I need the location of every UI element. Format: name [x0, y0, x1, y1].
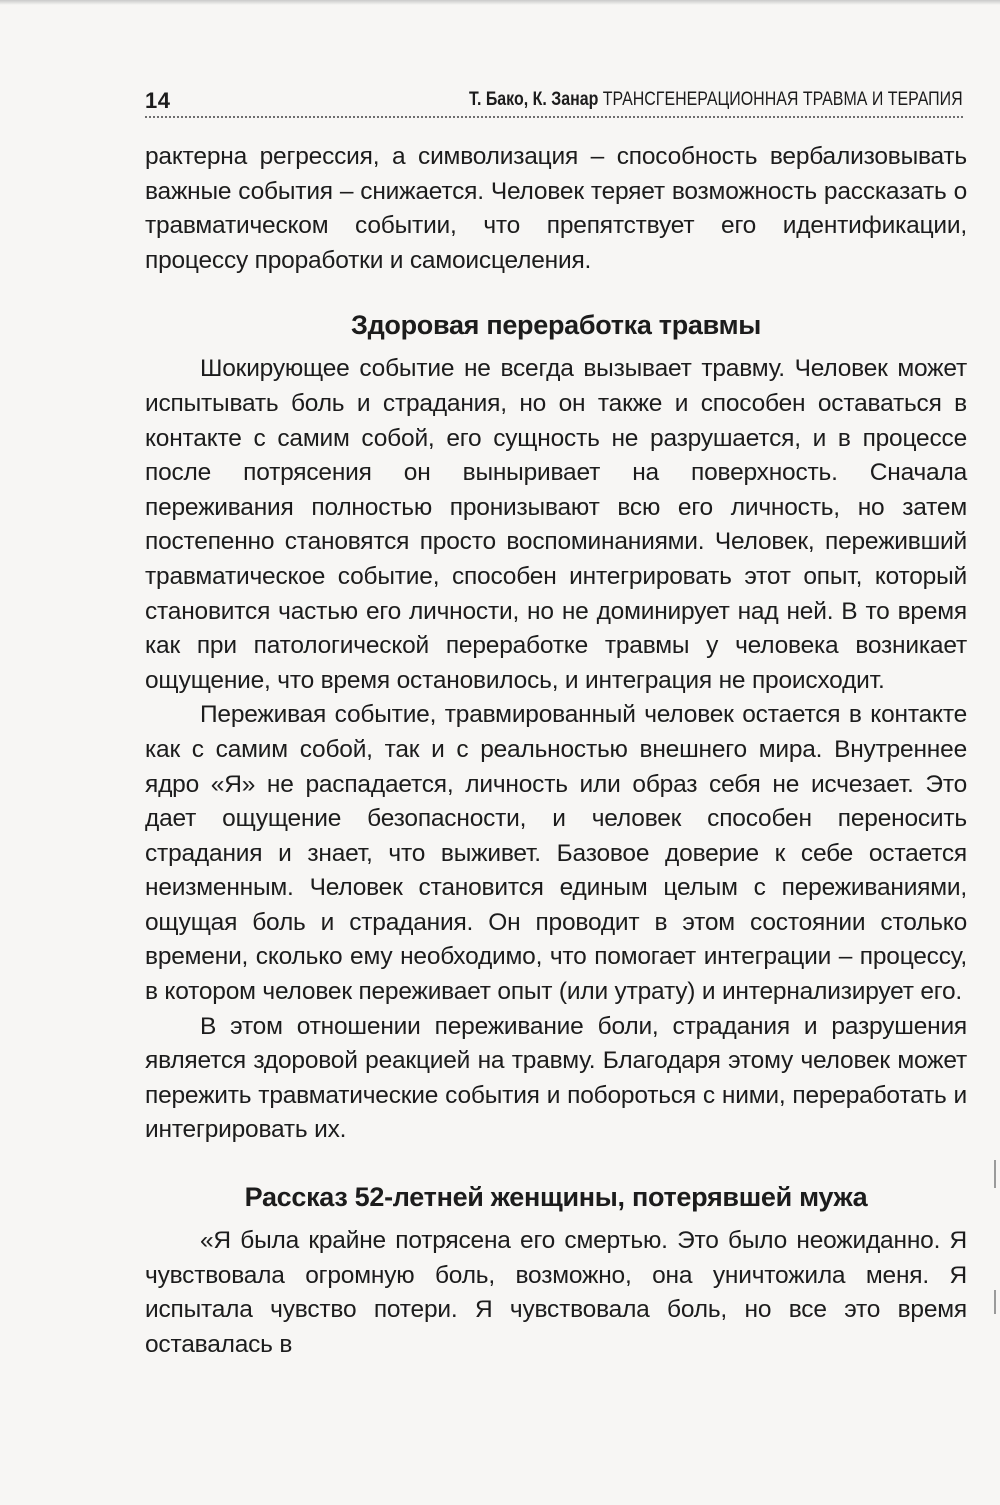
- running-head: [469, 89, 963, 111]
- page-number: 14: [145, 88, 171, 113]
- page-top-edge: [0, 0, 1000, 5]
- page-body: [145, 140, 967, 1362]
- body-paragraph: Шокирующее событие не всегда вызывает травму. Человек может испытывать боль и страдания, но он также и способен оставаться в контакте с самим собой, его сущность не разрушается, и в процессе после потрясения он выныривает на поверхность. Сначала переживания полностью пронизывают всю его личность, но затем постепенно становятся просто воспоминаниями. Человек, переживший травматическое событие, способен интегрировать этот опыт, который становится частью его личности, но не доминирует над ней. В то время как при патологической переработке травмы у человека возникает ощущение, что время остановилось, и интеграция не происходит.: [145, 355, 967, 694]
- header-authors: Т. Бако, К. Занар: [469, 89, 599, 110]
- body-paragraph: «Я была крайне потрясена его смертью. Это было неожиданно. Я чувствовала огромную боль, возможно, она уничтожила меня. Я испытала чувство потери. Я чувствовала боль, но все это время оставалась в: [145, 1227, 967, 1358]
- section-heading-womans-story: Рассказ 52-летней женщины, потерявшей мужа: [244, 1182, 868, 1213]
- intro-paragraph: рактерна регрессия, а символизация – способность вербализовывать важные события – снижается. Человек теряет возможность рассказать о травматическом событии, что препятствует его идентификации, процессу проработки и самоисцеления.: [145, 143, 967, 274]
- body-paragraph: В этом отношении переживание боли, страдания и разрушения является здоровой реакцией на травму. Благодаря этому человек может пережить травматические события и побороться с ними, переработать и интегрировать их.: [145, 1012, 967, 1144]
- page-edge-mark: [994, 1290, 996, 1314]
- section-heading-healthy-processing: Здоровая переработка травмы: [350, 310, 762, 341]
- page-edge-mark: [994, 1160, 996, 1188]
- running-header: [145, 86, 963, 118]
- header-book-title: ТРАНСГЕНЕРАЦИОННАЯ ТРАВМА И ТЕРАПИЯ: [603, 89, 963, 110]
- body-paragraph: Переживая событие, травмированный человек остается в контакте как с самим собой, так и с реальностью внешнего мира. Внутреннее ядро «Я» не распадается, личность или образ себя не исчезает. Это дает ощущение безопасности, и человек способен переносить страдания и знает, что выживет. Базовое доверие к себе остается неизменным. Человек становится единым целым с переживаниями, ощущая боль и страдания. Он проводит в этом состоянии столько времени, сколько ему необходимо, что помогает интеграции – процессу, в котором человек переживает опыт (или утрату) и интернализирует его.: [145, 701, 967, 1006]
